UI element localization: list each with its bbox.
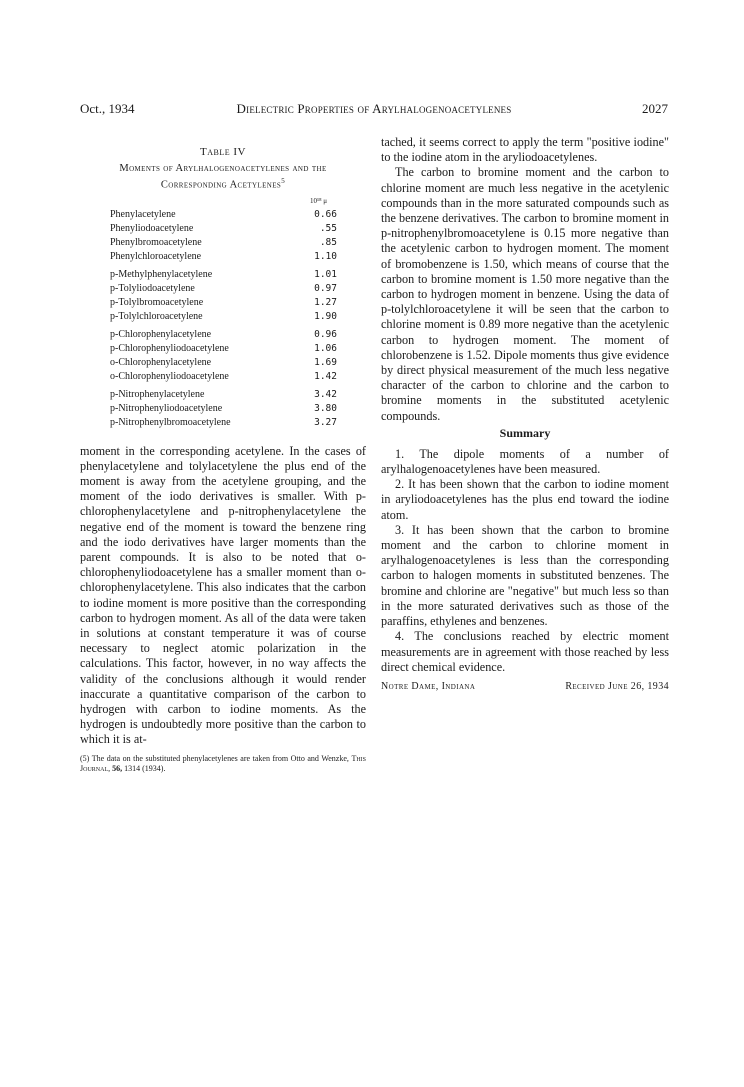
table-unit-header: 10¹⁸ μ: [310, 196, 328, 205]
summary-item-3: 3. It has been shown that the carbon to bromine moment and the carbon to chlorine moment in arylhalogenoacetylenes is less than the corresponding carbon to halogen moments in substituted benzenes. The bromine and chlorine are "negative" but much less so than in the more saturated derivatives such as those of the paraffins, ethylenes and benzenes.: [381, 522, 669, 629]
table-caption-line1: Moments of Arylhalogenoacetylenes and the: [119, 163, 327, 174]
moment-value: 1.10: [314, 250, 337, 262]
moment-value: 1.06: [314, 342, 337, 354]
moment-value: 3.42: [314, 388, 337, 400]
compound-name: p-Chlorophenyliodoacetylene: [110, 342, 229, 354]
table-caption-footnote-mark: 5: [281, 177, 286, 185]
right-column: [381, 135, 669, 695]
compound-name: Phenylacetylene: [110, 208, 176, 220]
moment-value: 1.27: [314, 296, 337, 308]
table-row: [110, 310, 337, 324]
moment-value: 1.69: [314, 356, 337, 368]
table-row: [110, 264, 337, 282]
compound-name: Phenylchloroacetylene: [110, 250, 202, 262]
moment-value: .85: [319, 236, 337, 248]
footnote-text-after: 1314 (1934).: [124, 763, 166, 773]
table-caption-line2: [80, 175, 366, 192]
footnote-number: (5): [80, 753, 90, 763]
compound-name: o-Chlorophenylacetylene: [110, 356, 212, 368]
compound-name: o-Chlorophenyliodoacetylene: [110, 370, 229, 382]
compound-name: Phenylbromoacetylene: [110, 236, 202, 248]
summary-item-2: 2. It has been shown that the carbon to iodine moment in aryliodoacetylenes has the plus end toward the iodine atom.: [381, 477, 669, 522]
table-row: [110, 402, 337, 416]
moments-table: [110, 208, 337, 430]
moment-value: 0.66: [314, 208, 337, 220]
table-caption-text: Corresponding Acetylenes: [160, 179, 282, 191]
table-row: [110, 282, 337, 296]
moment-value: 3.80: [314, 402, 337, 414]
table-row: [110, 250, 337, 264]
left-body-text: moment in the corresponding acetylene. In the cases of phenylacetylene and tolylacetylene the plus end of the moment is away from the acetylene grouping, and the moment of the iodo derivatives is smaller. With p-chlorophenylacetylene and p-nitrophenylacetylene the negative end of the moment is toward the benzene ring and the iodo derivatives have larger moments than the parent compounds. It is also to be noted that o-chlorophenyliodoacetylene has a smaller moment than o-chlorophenylacetylene. This also indicates that the carbon to iodine moment is more positive than the corresponding carbon to hydrogen moment. As all of the data were taken in solutions at constant temperature it was of course necessary to neglect atomic polarization in the calculations. This factor, however, in no way affects the validity of the conclusions although it would render inaccurate a quantitative comparison of the carbon to hydrogen with carbon to iodine moments. As the hydrogen is undoubtedly more positive than the carbon to which it is at-: [80, 443, 366, 747]
page-number: 2027: [642, 101, 668, 116]
table-row: [110, 384, 337, 402]
moment-value: 3.27: [314, 416, 337, 428]
table-row: [110, 356, 337, 370]
summary-item-4: 4. The conclusions reached by electric moment measurements are in agreement with those reached by less direct chemical evidence.: [381, 629, 669, 674]
compound-name: p-Nitrophenylbromoacetylene: [110, 416, 231, 428]
table-row: [110, 236, 337, 250]
footnote-text-before: The data on the substituted phenylacetylenes are taken from Otto and Wenzke,: [91, 753, 349, 763]
table-row: [110, 416, 337, 430]
moment-value: 0.97: [314, 282, 337, 294]
compound-name: p-Methylphenylacetylene: [110, 268, 213, 280]
footnote-volume: 56,: [112, 763, 123, 773]
right-para-1: tached, it seems correct to apply the term "positive iodine" to the iodine atom in the aryliodoacetylenes.: [381, 135, 669, 165]
signature-line: [381, 681, 669, 695]
running-header: [80, 101, 668, 119]
moment-value: .55: [319, 222, 337, 234]
compound-name: Phenyliodoacetylene: [110, 222, 194, 234]
compound-name: p-Chlorophenylacetylene: [110, 328, 212, 340]
moment-value: 1.90: [314, 310, 337, 322]
moment-value: 1.42: [314, 370, 337, 382]
compound-name: p-Tolyliodoacetylene: [110, 282, 195, 294]
table-row: [110, 222, 337, 236]
compound-name: p-Tolylchloroacetylene: [110, 310, 203, 322]
left-column: [80, 146, 366, 774]
moment-value: 1.01: [314, 268, 337, 280]
moment-value: 0.96: [314, 328, 337, 340]
header-date: Oct., 1934: [80, 101, 135, 116]
right-para-2: The carbon to bromine moment and the carbon to chlorine moment are much less negative in the acetylenic compounds than in the more saturated compounds such as the benzene derivatives. The carbon to bromine moment in p-nitrophenylbromoacetylene is 0.15 more negative than the acetylenic carbon to hydrogen moment. The moment of bromobenzene is 1.50, which means of course that the carbon to bromine moment is 1.50 more negative than the carbon to hydrogen moment in benzene. Using the data of p-tolylchloroacetylene it will be seen that the carbon to chlorine moment is 0.89 more negative than the acetylenic carbon to hydrogen moment. The moment of chlorobenzene is 1.52. Dipole moments thus give evidence by direct physical measurement of the much less negative character of the carbon to chlorine and the carbon to bromine moments in the substituted acetylenic compounds.: [381, 165, 669, 423]
compound-name: p-Tolylbromoacetylene: [110, 296, 204, 308]
table-title: Table IV: [200, 146, 246, 158]
table-row: [110, 324, 337, 342]
table-row: [110, 370, 337, 384]
footnote: [80, 754, 366, 774]
compound-name: p-Nitrophenylacetylene: [110, 388, 205, 400]
table-row: [110, 342, 337, 356]
summary-item-1: 1. The dipole moments of a number of arylhalogenoacetylenes have been measured.: [381, 446, 669, 477]
table-row: [110, 208, 337, 222]
signature-received: Received June 26, 1934: [565, 680, 669, 692]
footnote-journal: This Journal,: [80, 753, 367, 773]
table-caption: [80, 162, 366, 192]
table-row: [110, 296, 337, 310]
header-title: Dielectric Properties of Arylhalogenoacetylenes: [236, 101, 512, 116]
summary-heading: Summary: [499, 425, 551, 440]
compound-name: p-Nitrophenyliodoacetylene: [110, 402, 223, 414]
signature-location: Notre Dame, Indiana: [381, 680, 476, 692]
